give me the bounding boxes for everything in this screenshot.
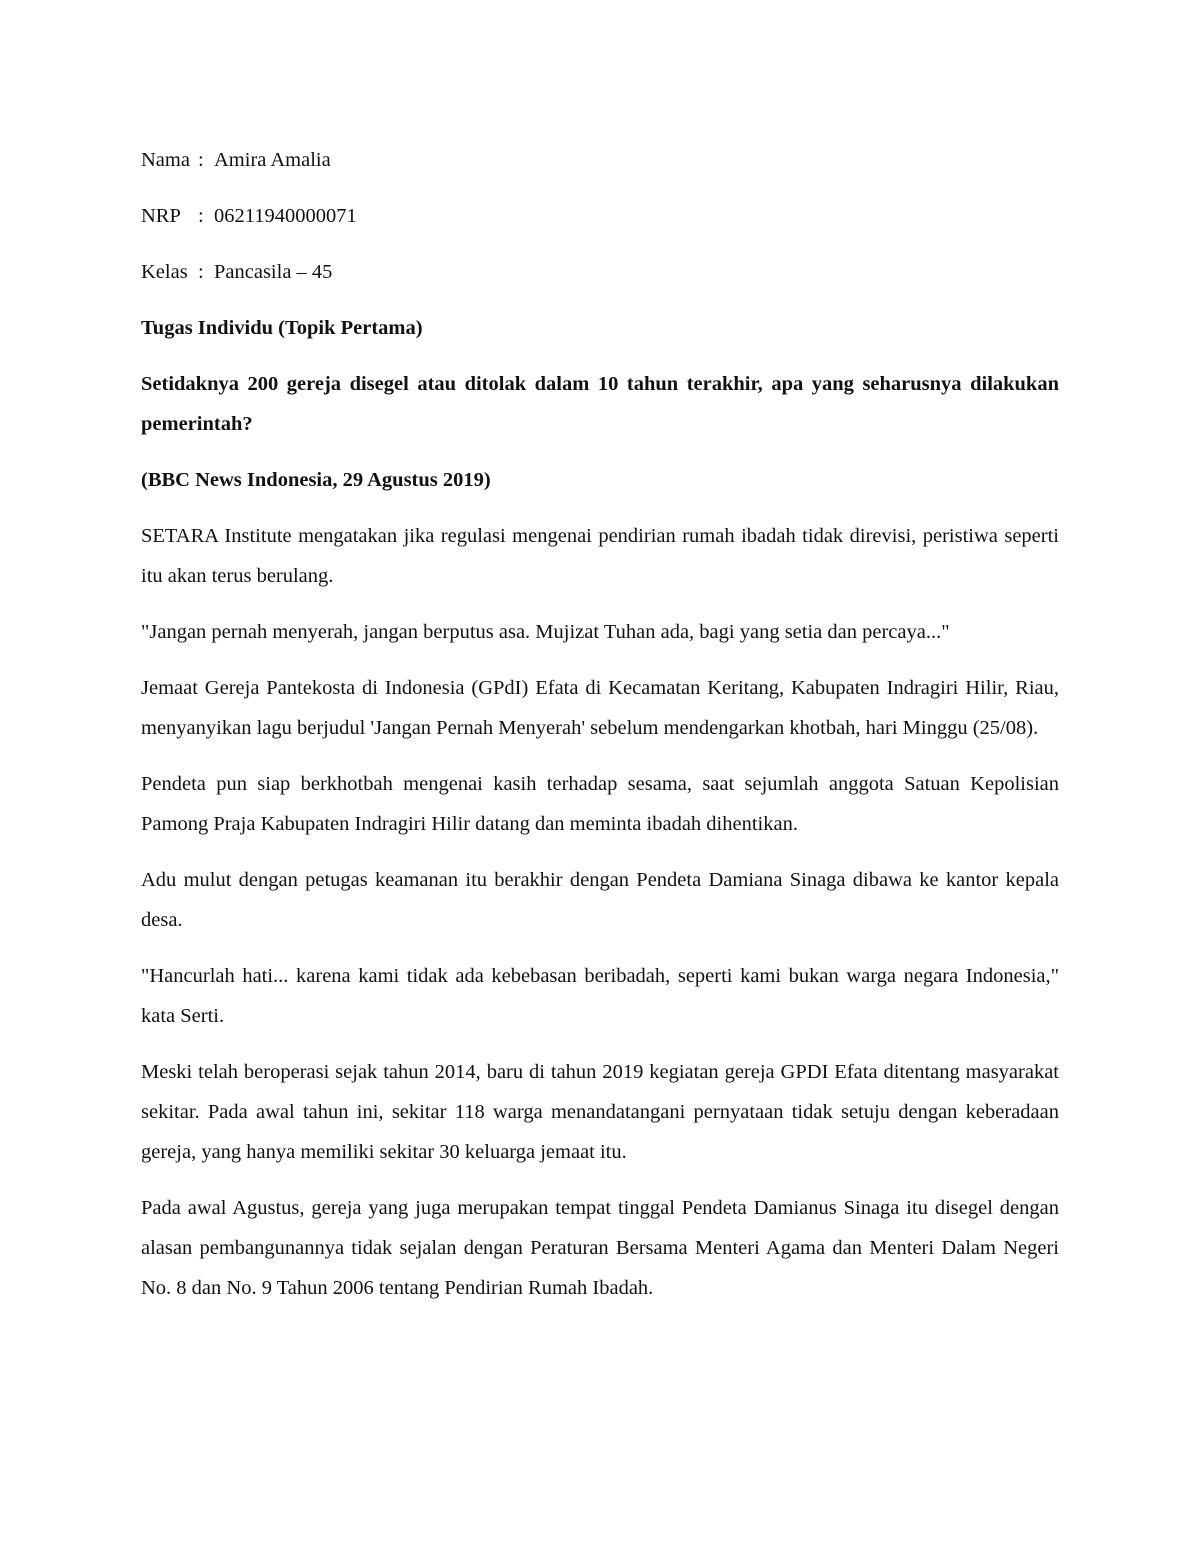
nrp-value: 06211940000071 (214, 205, 357, 227)
name-separator: : (198, 149, 204, 171)
paragraph: Pada awal Agustus, gereja yang juga merupakan tempat tinggal Pendeta Damianus Sinaga itu disegel dengan alasan pembangunannya tidak sejalan dengan Peraturan Bersama Menteri Agama dan Menteri Dalam Negeri No. 8 dan No. 9 Tahun 2006 tentang Pendirian Rumah Ibadah. (141, 1197, 1059, 1299)
article-source: (BBC News Indonesia, 29 Agustus 2019) (141, 469, 491, 491)
name-label: Nama (141, 149, 190, 171)
paragraph: Pendeta pun siap berkhotbah mengenai kasih terhadap sesama, saat sejumlah anggota Satuan Kepolisian Pamong Praja Kabupaten Indragiri Hilir datang dan meminta ibadah dihentikan. (141, 773, 1059, 835)
article-title: Setidaknya 200 gereja disegel atau ditolak dalam 10 tahun terakhir, apa yang seharusnya dilakukan pemerintah? (141, 373, 1059, 435)
student-name-row (141, 140, 1059, 180)
paragraph: "Hancurlah hati... karena kami tidak ada kebebasan beribadah, seperti kami bukan warga negara Indonesia," kata Serti. (141, 965, 1059, 1027)
class-label: Kelas (141, 261, 188, 283)
paragraph: Jemaat Gereja Pantekosta di Indonesia (GPdI) Efata di Kecamatan Keritang, Kabupaten Indragiri Hilir, Riau, menyanyikan lagu berjudul 'Jangan Pernah Menyerah' sebelum mendengarkan khotbah, hari Minggu (25/08). (141, 677, 1059, 739)
student-nrp-row (141, 196, 1059, 236)
paragraph: "Jangan pernah menyerah, jangan berputus asa. Mujizat Tuhan ada, bagi yang setia dan percaya..." (141, 621, 950, 643)
paragraph: Adu mulut dengan petugas keamanan itu berakhir dengan Pendeta Damiana Sinaga dibawa ke kantor kepala desa. (141, 869, 1059, 931)
class-value: Pancasila – 45 (214, 261, 333, 283)
paragraph: SETARA Institute mengatakan jika regulasi mengenai pendirian rumah ibadah tidak direvisi, peristiwa seperti itu akan terus berulang. (141, 525, 1059, 587)
name-value: Amira Amalia (214, 149, 331, 171)
student-class-row (141, 252, 1059, 292)
class-separator: : (198, 261, 204, 283)
paragraph: Meski telah beroperasi sejak tahun 2014, baru di tahun 2019 kegiatan gereja GPDI Efata ditentang masyarakat sekitar. Pada awal tahun ini, sekitar 118 warga menandatangani pernyataan tidak setuju dengan keberadaan gereja, yang hanya memiliki sekitar 30 keluarga jemaat itu. (141, 1061, 1059, 1163)
document-page (141, 140, 1059, 1324)
nrp-separator: : (198, 205, 204, 227)
nrp-label: NRP (141, 205, 181, 227)
assignment-title: Tugas Individu (Topik Pertama) (141, 317, 423, 339)
